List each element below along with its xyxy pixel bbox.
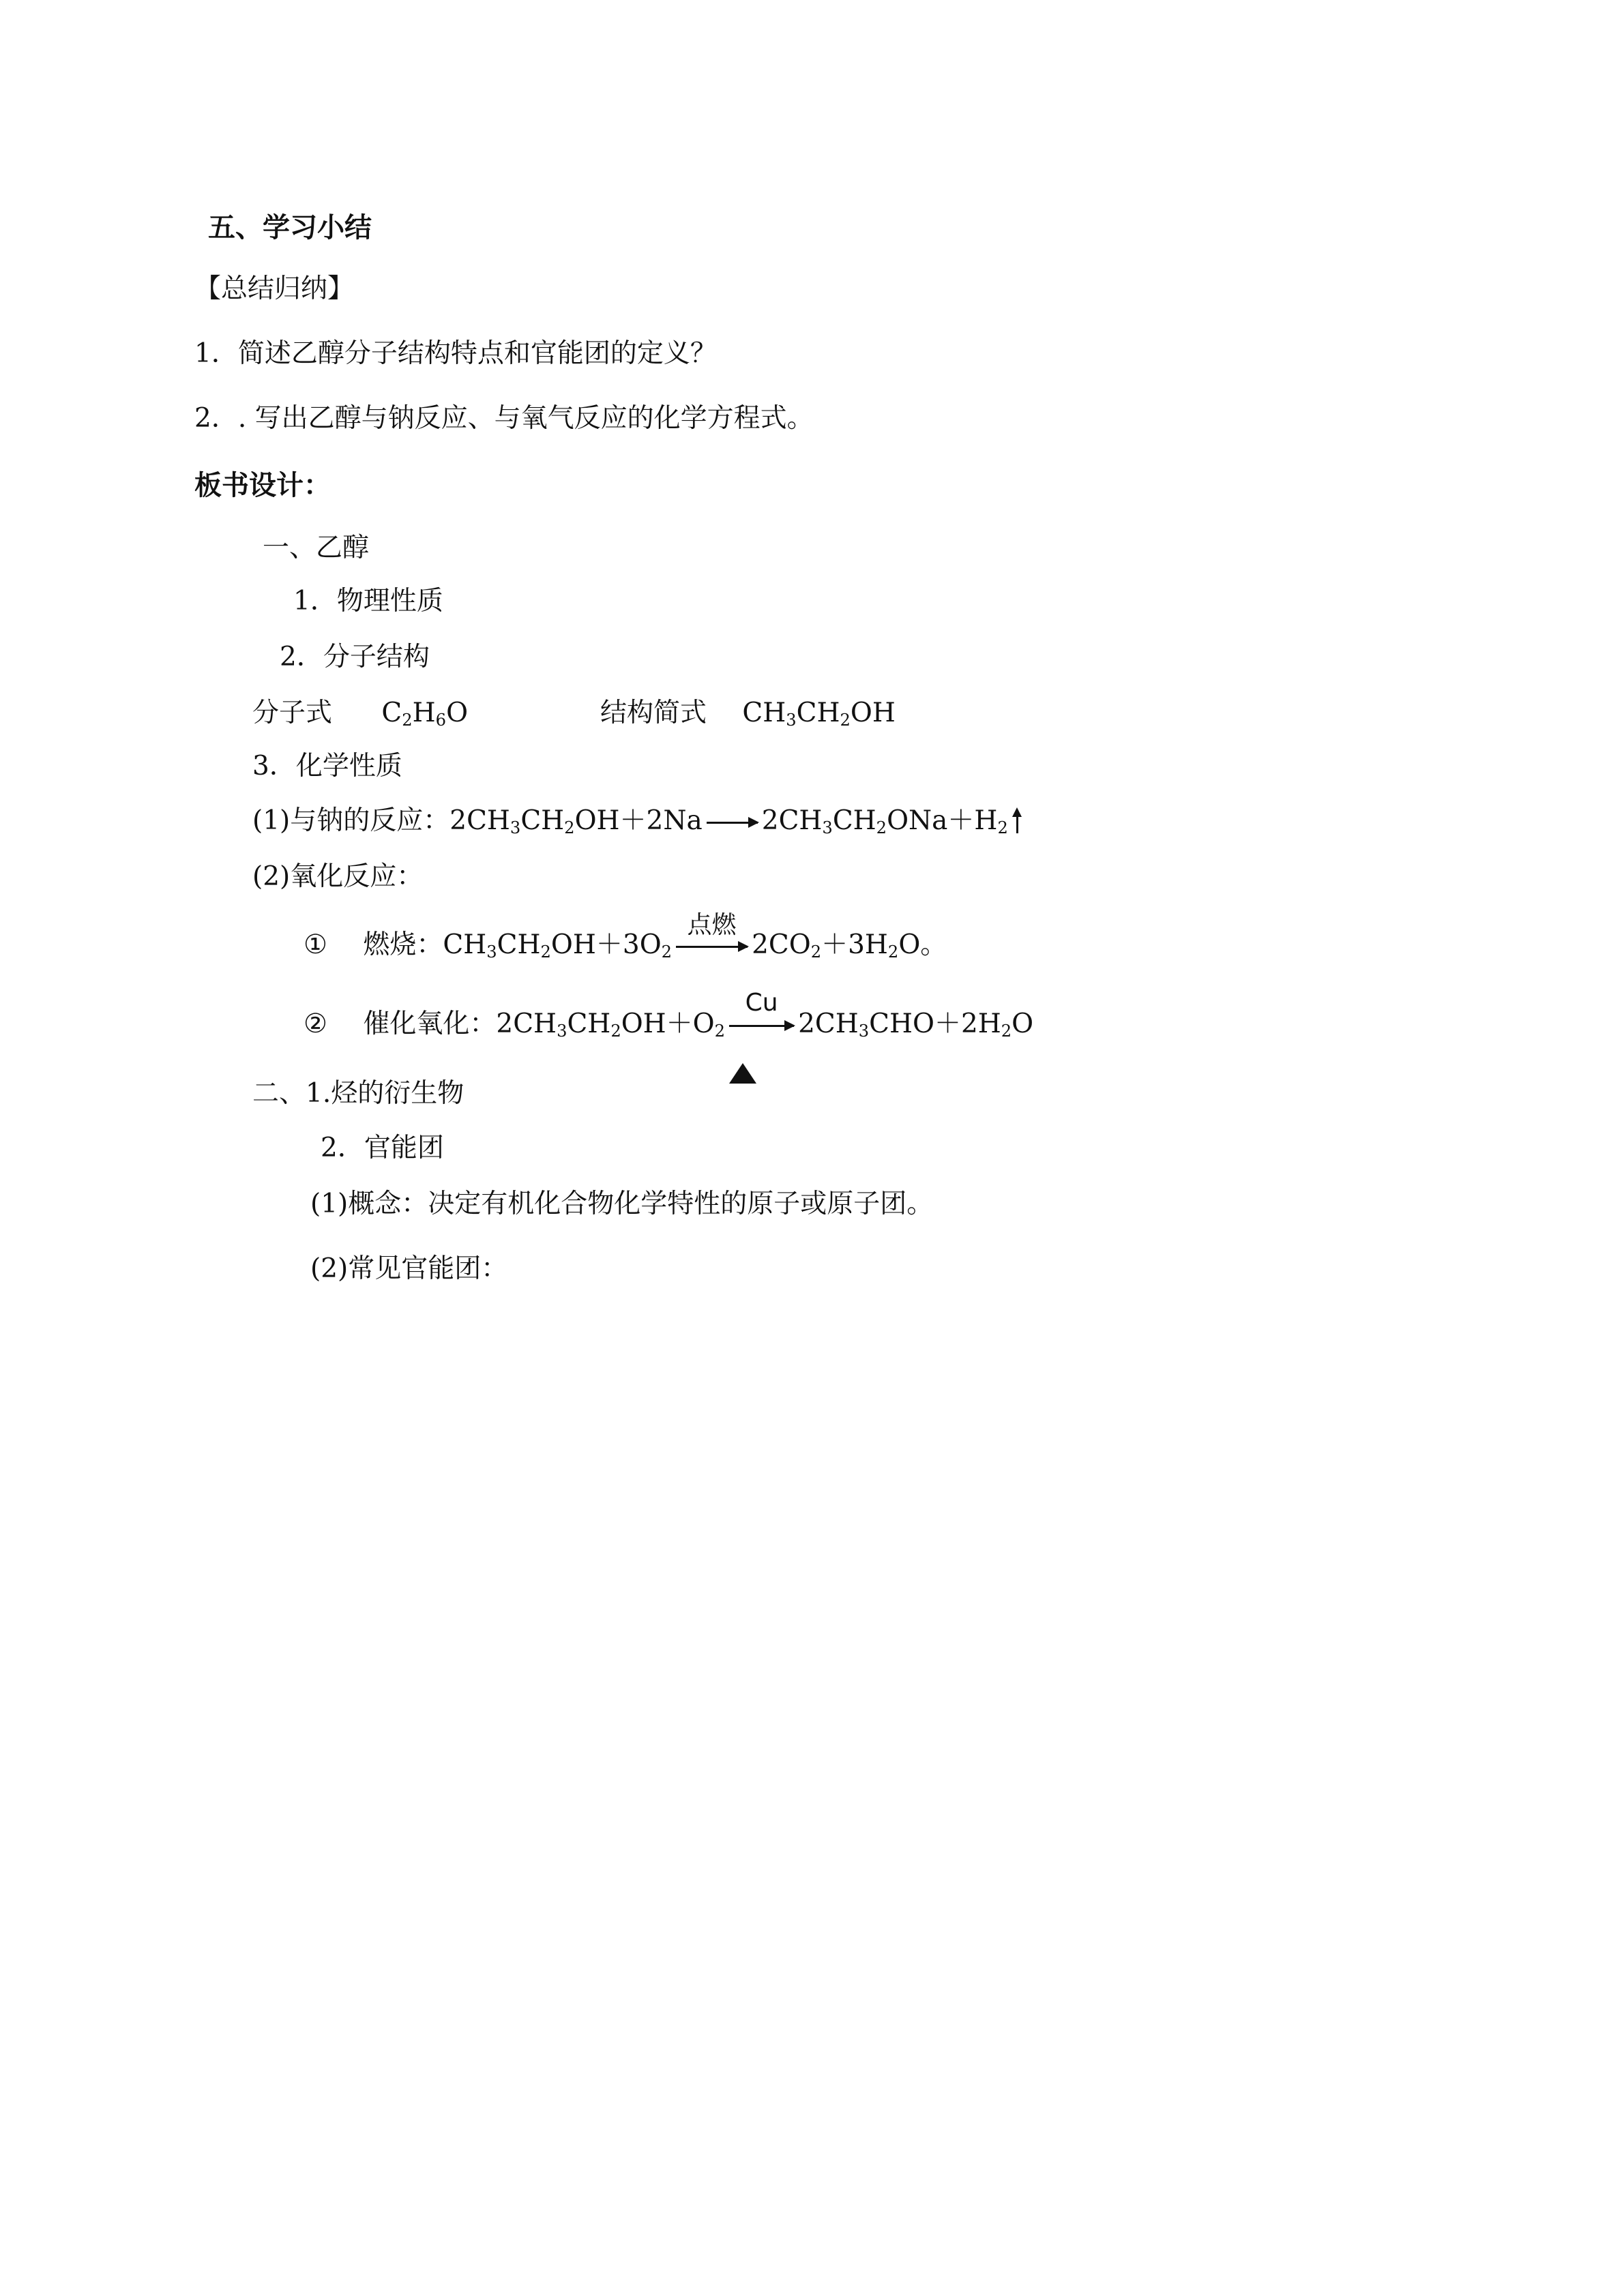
reaction-combustion — [304, 910, 947, 962]
reaction-sodium — [252, 805, 1022, 837]
structural-formula-label: 结构简式 — [600, 698, 707, 728]
board-derivatives: 二、1.烃的衍生物 — [252, 1078, 464, 1109]
catalytic-condition: Cu — [745, 988, 778, 1017]
molecular-formula-label: 分子式 — [252, 698, 333, 728]
reaction-sodium-label: (1)与钠的反应： — [252, 805, 450, 836]
combustion-condition: 点燃 — [687, 910, 737, 939]
combustion-equation: $CH_3CH_2OH+3O_2$ 点燃 $2CO_2+3H_2O$。 — [443, 910, 947, 962]
gas-up-arrow — [1012, 807, 1022, 833]
question-1: 1．简述乙醇分子结构特点和官能团的定义？ — [194, 338, 717, 369]
combustion-arrow — [676, 910, 748, 948]
board-molecular-structure: 2．分子结构 — [280, 642, 430, 672]
structural-formula-row — [600, 697, 896, 730]
board-design-title: 板书设计： — [194, 470, 331, 501]
combustion-label: 燃烧： — [363, 929, 443, 960]
section-title: 五、学习小结 — [208, 212, 372, 243]
board-chemical-properties: 3．化学性质 — [252, 751, 402, 781]
board-common-groups: (2)常见官能团： — [310, 1253, 508, 1284]
catalytic-number: ② — [304, 1009, 327, 1039]
molecular-formula: $C_2H_6O$ — [381, 698, 469, 730]
board-ethanol: 一、乙醇 — [263, 533, 370, 563]
question-2: 2．. 写出乙醇与钠反应、与氧气反应的化学方程式。 — [194, 403, 814, 434]
reaction-oxidation-label: (2)氧化反应： — [252, 861, 424, 892]
board-functional-group: 2．官能团 — [321, 1133, 444, 1163]
reaction-arrow — [707, 822, 758, 824]
catalytic-arrow — [729, 988, 794, 1027]
reaction-catalytic-oxidation — [304, 988, 1034, 1041]
reaction-sodium-equation: $2CH_3CH_2OH+2Na$ $2CH_3CH_2ONa+H_2$ — [449, 805, 1022, 836]
board-physical-properties: 1．物理性质 — [293, 586, 443, 616]
catalytic-label: 催化氧化： — [363, 1009, 497, 1039]
structural-formula: $CH_3CH_2OH$ — [742, 698, 896, 730]
molecular-formula-row — [252, 697, 468, 730]
board-concept: (1)概念：决定有机化合物化学特性的原子或原子团。 — [310, 1189, 934, 1219]
summary-heading: 【总结归纳】 — [194, 273, 355, 304]
combustion-number: ① — [304, 929, 327, 960]
heat-triangle-icon — [729, 1032, 794, 1064]
catalytic-equation: $2CH_3CH_2OH+O_2$ Cu $2CH_3CHO+2H_2O$ — [496, 1009, 1033, 1039]
